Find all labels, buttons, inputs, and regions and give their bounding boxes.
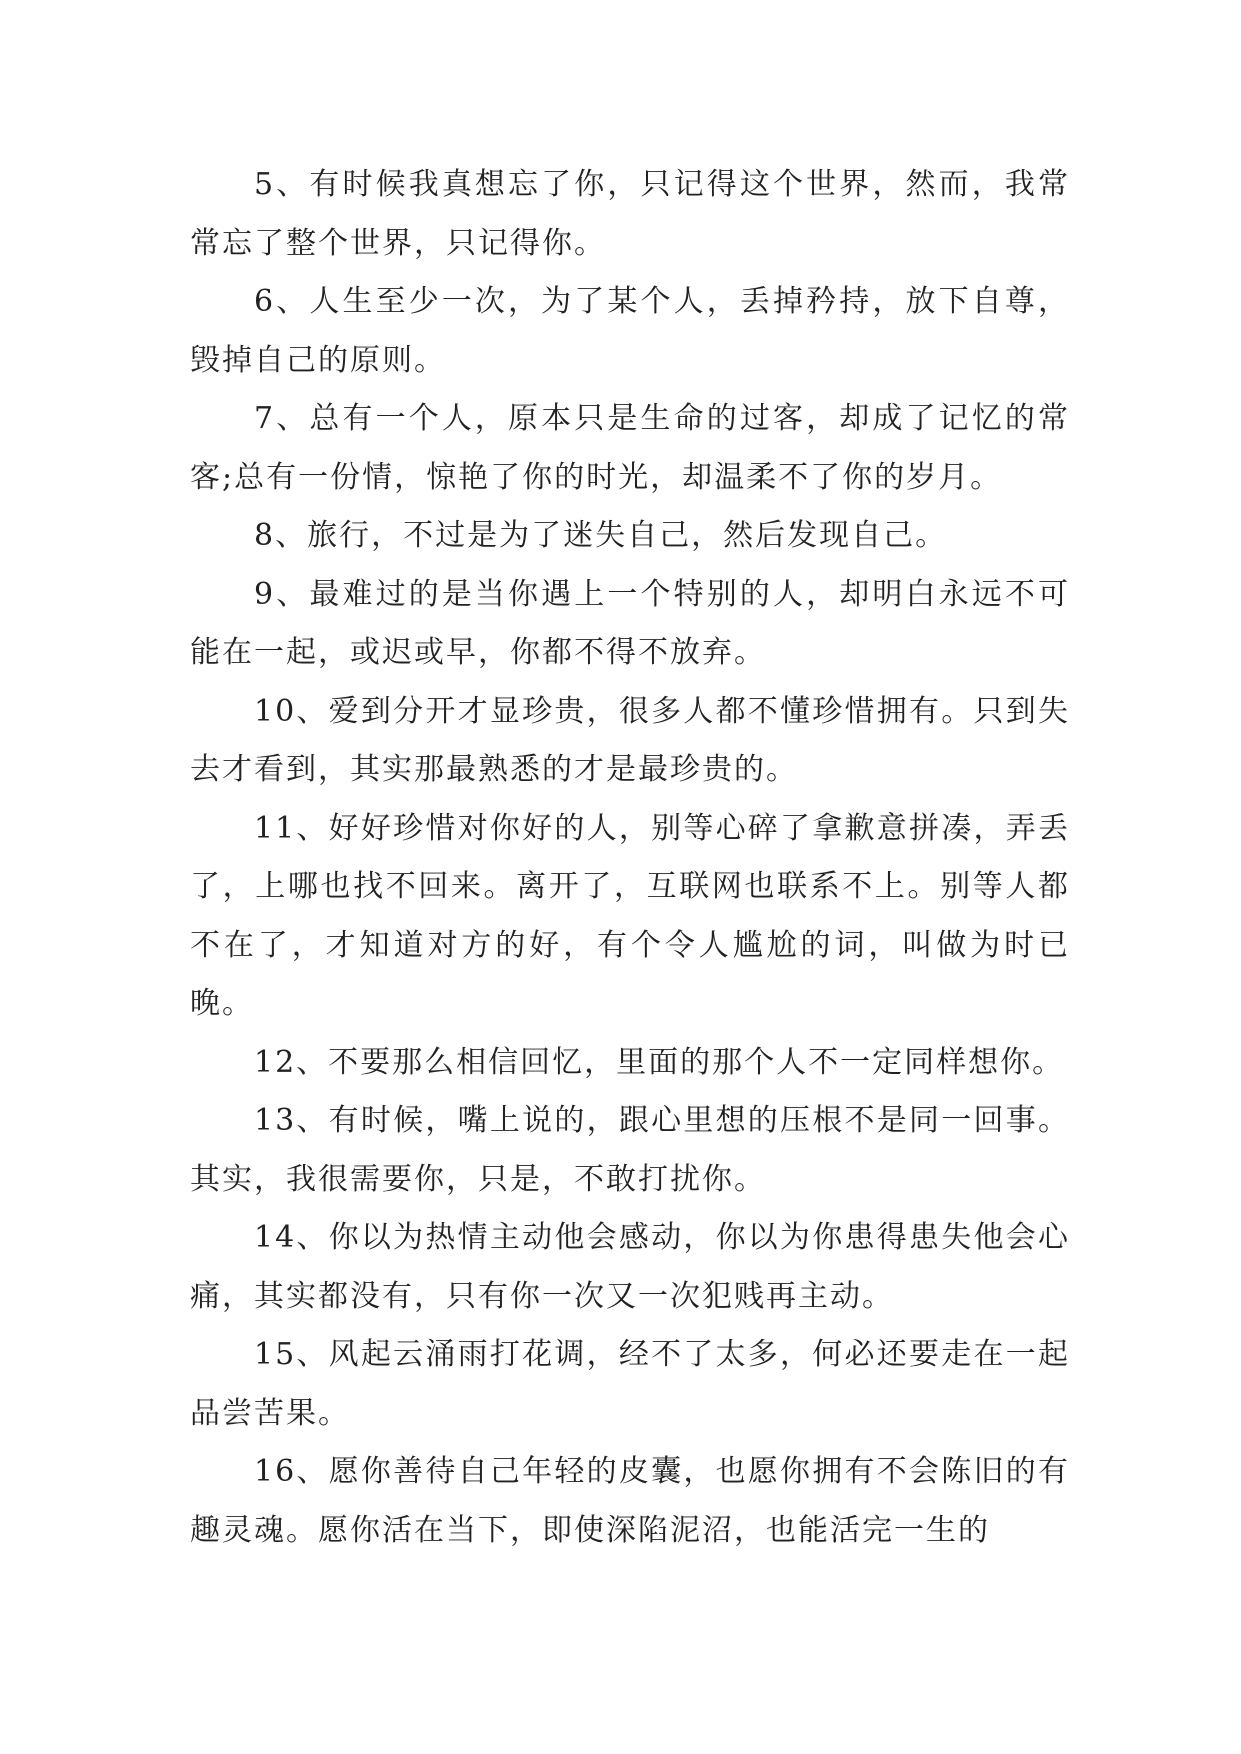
paragraph-14: 14、你以为热情主动他会感动，你以为你患得患失他会心痛，其实都没有，只有你一次又一次犯贱再主动。 — [190, 1220, 1070, 1314]
paragraph-6: 6、人生至少一次，为了某个人，丢掉矜持，放下自尊，毁掉自己的原则。 — [190, 284, 1070, 378]
paragraph-15: 15、风起云涌雨打花调，经不了太多，何必还要走在一起品尝苦果。 — [190, 1337, 1070, 1431]
paragraph-5: 5、有时候我真想忘了你，只记得这个世界，然而，我常常忘了整个世界，只记得你。 — [190, 167, 1070, 261]
paragraph-10: 10、爱到分开才显珍贵，很多人都不懂珍惜拥有。只到失去才看到，其实那最熟悉的才是最珍贵的。 — [190, 693, 1070, 787]
paragraph-11: 11、好好珍惜对你好的人，别等心碎了拿歉意拼凑，弄丢了，上哪也找不回来。离开了，互联网也联系不上。别等人都不在了，才知道对方的好，有个令人尴尬的词，叫做为时已晚。 — [190, 810, 1070, 1021]
paragraph-16: 16、愿你善待自己年轻的皮囊，也愿你拥有不会陈旧的有趣灵魂。愿你活在当下，即使深陷泥沼，也能活完一生的 — [190, 1454, 1070, 1548]
paragraph-9: 9、最难过的是当你遇上一个特别的人，却明白永远不可能在一起，或迟或早，你都不得不放弃。 — [190, 576, 1070, 670]
paragraph-7: 7、总有一个人，原本只是生命的过客，却成了记忆的常客;总有一份情，惊艳了你的时光，却温柔不了你的岁月。 — [190, 401, 1070, 495]
document-body — [190, 156, 1070, 1560]
paragraph-8: 8、旅行，不过是为了迷失自己，然后发现自己。 — [254, 518, 948, 553]
paragraph-13: 13、有时候，嘴上说的，跟心里想的压根不是同一回事。其实，我很需要你，只是，不敢打扰你。 — [190, 1103, 1070, 1197]
paragraph-12: 12、不要那么相信回忆，里面的那个人不一定同样想你。 — [254, 1044, 1065, 1080]
